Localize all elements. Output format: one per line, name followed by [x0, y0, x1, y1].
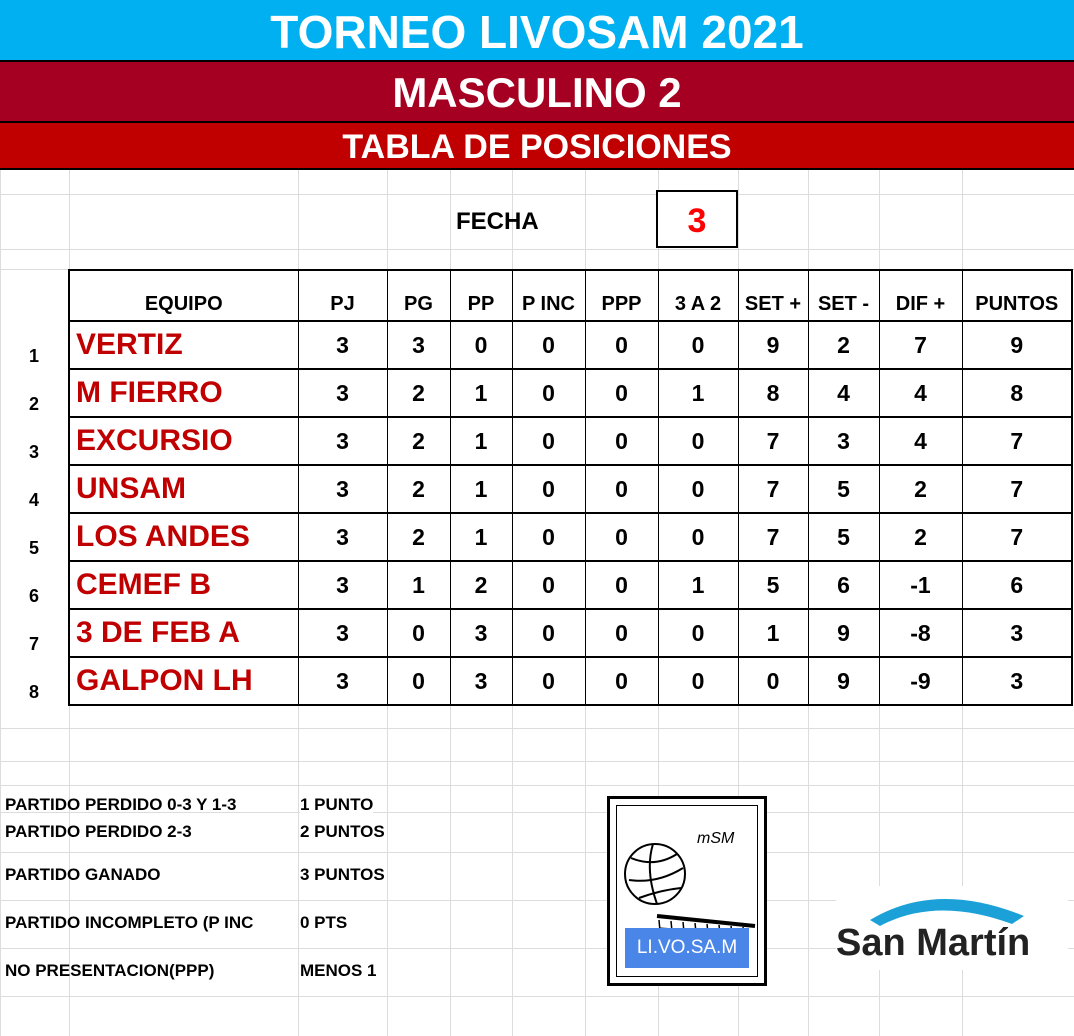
stat-cell-tres_a_dos: 0: [658, 321, 738, 369]
stat-cell-set_menos: 5: [808, 513, 879, 561]
column-header: 3 A 2: [658, 270, 738, 321]
position-cell: 6: [28, 586, 39, 606]
san-martin-arc-icon: [836, 886, 1068, 926]
legend-label: PARTIDO GANADO: [5, 865, 161, 884]
stat-cell-pg: 2: [387, 465, 450, 513]
column-header: SET -: [808, 270, 879, 321]
stat-cell-pp: 1: [450, 513, 512, 561]
livosam-label: LI.VO.SA.M: [625, 928, 749, 968]
table-row: [0, 609, 1072, 657]
legend-label: PARTIDO PERDIDO 0-3 Y 1-3: [5, 795, 237, 814]
stat-cell-pg: 3: [387, 321, 450, 369]
position-header: [0, 270, 69, 321]
table-row: [0, 657, 1072, 705]
standings-header-row: [0, 270, 1072, 321]
stat-cell-puntos: 6: [962, 561, 1072, 609]
stat-cell-set_mas: 7: [738, 465, 808, 513]
team-name: CEMEF B: [69, 561, 298, 609]
msm-text: mSM: [697, 830, 735, 847]
column-header: DIF +: [879, 270, 962, 321]
stat-cell-pinc: 0: [512, 513, 585, 561]
table-row: [0, 417, 1072, 465]
stat-cell-pp: 1: [450, 465, 512, 513]
column-header: PUNTOS: [962, 270, 1072, 321]
san-martin-logo: [836, 886, 1068, 970]
stat-cell-pinc: 0: [512, 609, 585, 657]
legend-value: 3 PUNTOS: [300, 865, 385, 884]
stat-cell-tres_a_dos: 0: [658, 513, 738, 561]
stat-cell-pp: 1: [450, 417, 512, 465]
position-cell: 4: [28, 490, 39, 510]
stat-cell-puntos: 7: [962, 465, 1072, 513]
stat-cell-ppp: 0: [585, 321, 658, 369]
stat-cell-puntos: 9: [962, 321, 1072, 369]
stat-cell-tres_a_dos: 0: [658, 609, 738, 657]
stat-cell-pg: 0: [387, 609, 450, 657]
stat-cell-ppp: 0: [585, 369, 658, 417]
column-header: PP: [450, 270, 512, 321]
stat-cell-set_mas: 7: [738, 417, 808, 465]
stat-cell-pj: 3: [298, 657, 387, 705]
stat-cell-puntos: 7: [962, 513, 1072, 561]
team-name: EXCURSIO: [69, 417, 298, 465]
stat-cell-pj: 3: [298, 465, 387, 513]
table-row: [0, 513, 1072, 561]
stat-cell-pp: 1: [450, 369, 512, 417]
stat-cell-dif: 7: [879, 321, 962, 369]
team-name: UNSAM: [69, 465, 298, 513]
stat-cell-pg: 2: [387, 417, 450, 465]
stat-cell-pg: 1: [387, 561, 450, 609]
stat-cell-dif: -8: [879, 609, 962, 657]
stat-cell-tres_a_dos: 1: [658, 561, 738, 609]
stat-cell-set_menos: 9: [808, 657, 879, 705]
stat-cell-ppp: 0: [585, 513, 658, 561]
column-header: EQUIPO: [69, 270, 298, 321]
stat-cell-set_menos: 2: [808, 321, 879, 369]
fecha-label: FECHA: [456, 208, 539, 235]
sponsor-name: San Martín: [836, 922, 1031, 964]
stat-cell-tres_a_dos: 0: [658, 417, 738, 465]
stat-cell-set_mas: 9: [738, 321, 808, 369]
column-header: PJ: [298, 270, 387, 321]
stat-cell-puntos: 7: [962, 417, 1072, 465]
stat-cell-dif: -1: [879, 561, 962, 609]
stat-cell-pinc: 0: [512, 321, 585, 369]
position-cell: 3: [28, 442, 39, 462]
column-header: SET +: [738, 270, 808, 321]
stat-cell-dif: 2: [879, 513, 962, 561]
position-cell: 5: [28, 538, 39, 558]
stat-cell-pinc: 0: [512, 561, 585, 609]
stat-cell-set_menos: 4: [808, 369, 879, 417]
stat-cell-dif: 4: [879, 417, 962, 465]
legend-value: 2 PUNTOS: [300, 822, 385, 841]
position-cell: 7: [28, 634, 39, 654]
fecha-value: 3: [656, 190, 738, 248]
stat-cell-puntos: 8: [962, 369, 1072, 417]
stat-cell-tres_a_dos: 0: [658, 465, 738, 513]
table-row: [0, 369, 1072, 417]
stat-cell-puntos: 3: [962, 609, 1072, 657]
stat-cell-pinc: 0: [512, 657, 585, 705]
stat-cell-pj: 3: [298, 321, 387, 369]
team-name: GALPON LH: [69, 657, 298, 705]
stat-cell-ppp: 0: [585, 657, 658, 705]
stat-cell-set_mas: 1: [738, 609, 808, 657]
standings-table: [0, 269, 1073, 706]
section-title: TABLA DE POSICIONES: [0, 123, 1074, 170]
stat-cell-dif: -9: [879, 657, 962, 705]
stat-cell-pp: 3: [450, 609, 512, 657]
table-row: [0, 465, 1072, 513]
stat-cell-pj: 3: [298, 609, 387, 657]
stat-cell-ppp: 0: [585, 417, 658, 465]
stat-cell-set_mas: 8: [738, 369, 808, 417]
team-name: M FIERRO: [69, 369, 298, 417]
stat-cell-ppp: 0: [585, 561, 658, 609]
position-cell: 2: [28, 394, 39, 414]
stat-cell-pg: 0: [387, 657, 450, 705]
table-row: [0, 321, 1072, 369]
legend-label: NO PRESENTACION(PPP): [5, 961, 215, 980]
stat-cell-tres_a_dos: 0: [658, 657, 738, 705]
category-title: MASCULINO 2: [0, 62, 1074, 123]
position-cell: 8: [28, 682, 39, 702]
stat-cell-set_menos: 5: [808, 465, 879, 513]
stat-cell-puntos: 3: [962, 657, 1072, 705]
team-name: 3 DE FEB A: [69, 609, 298, 657]
table-row: [0, 561, 1072, 609]
volleyball-icon: [625, 844, 685, 904]
stat-cell-pp: 2: [450, 561, 512, 609]
stat-cell-set_menos: 6: [808, 561, 879, 609]
legend-label: PARTIDO PERDIDO 2-3: [5, 822, 192, 841]
stat-cell-pp: 0: [450, 321, 512, 369]
stat-cell-ppp: 0: [585, 465, 658, 513]
stat-cell-pj: 3: [298, 513, 387, 561]
livosam-logo: [607, 796, 767, 986]
stat-cell-set_mas: 0: [738, 657, 808, 705]
tournament-title: TORNEO LIVOSAM 2021: [0, 0, 1074, 62]
stat-cell-pj: 3: [298, 561, 387, 609]
stat-cell-pj: 3: [298, 369, 387, 417]
stat-cell-ppp: 0: [585, 609, 658, 657]
legend-value: 1 PUNTO: [300, 795, 374, 814]
stat-cell-pp: 3: [450, 657, 512, 705]
stat-cell-pinc: 0: [512, 465, 585, 513]
stat-cell-pinc: 0: [512, 417, 585, 465]
stat-cell-pinc: 0: [512, 369, 585, 417]
stat-cell-set_menos: 3: [808, 417, 879, 465]
column-header: P INC: [512, 270, 585, 321]
stat-cell-pj: 3: [298, 417, 387, 465]
legend-value: MENOS 1: [300, 961, 377, 980]
stat-cell-dif: 2: [879, 465, 962, 513]
stat-cell-pg: 2: [387, 369, 450, 417]
column-header: PG: [387, 270, 450, 321]
stat-cell-set_menos: 9: [808, 609, 879, 657]
position-cell: 1: [28, 346, 39, 366]
team-name: LOS ANDES: [69, 513, 298, 561]
legend-value: 0 PTS: [300, 913, 348, 932]
stat-cell-tres_a_dos: 1: [658, 369, 738, 417]
stat-cell-dif: 4: [879, 369, 962, 417]
legend-label: PARTIDO INCOMPLETO (P INC: [5, 913, 254, 932]
team-name: VERTIZ: [69, 321, 298, 369]
stat-cell-set_mas: 7: [738, 513, 808, 561]
column-header: PPP: [585, 270, 658, 321]
stat-cell-set_mas: 5: [738, 561, 808, 609]
stat-cell-pg: 2: [387, 513, 450, 561]
